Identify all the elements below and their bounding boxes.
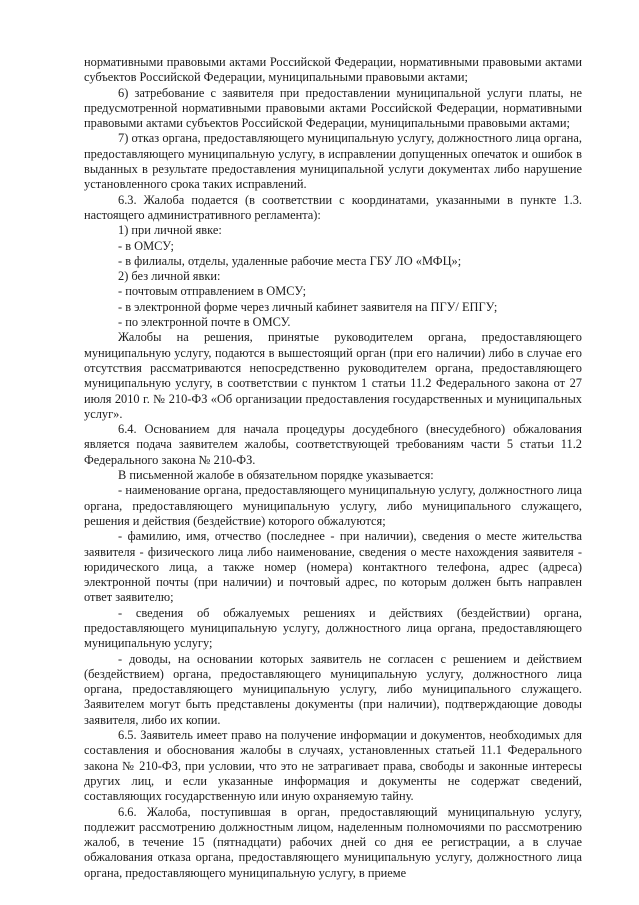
paragraph-written-complaint: В письменной жалобе в обязательном порядке указывается: xyxy=(118,468,434,483)
list-item-electronic: - в электронной форме через личный кабинет заявителя на ПГУ/ ЕПГУ; xyxy=(118,299,498,314)
list-item-applicant-info: - фамилию, имя, отчество (последнее - при наличии), сведения о месте жительства заявителя - физического лица либо наименование, сведения о месте нахождения заявителя - юридического лица, а также номер (номера) контактного телефона, адрес (адреса) электронной почты (при наличии) и почтовый адрес, по которым должен быть направлен ответ заявителю; xyxy=(84,529,582,605)
list-item-appealed-decisions: - сведения об обжалуемых решениях и действиях (бездействии) органа, предоставляющего муниципальную услугу, должностного лица органа, предоставляющего муниципальную услугу; xyxy=(84,605,582,651)
paragraph-item-6: 6) затребование с заявителя при предоставлении муниципальной услуги платы, не предусмотренной нормативными правовыми актами Российской Федерации, нормативными правовыми актами субъектов Российской Федерации, муниципальными правовыми актами; xyxy=(84,85,582,131)
list-item-mfc: - в филиалы, отделы, удаленные рабочие места ГБУ ЛО «МФЦ»; xyxy=(118,253,462,268)
paragraph-complaints-head: Жалобы на решения, принятые руководителем органа, предоставляющего муниципальную услугу, подаются в вышестоящий орган (при его наличии) либо в случае его отсутствия рассматриваются непосредственно руководителем органа, предоставляющего муниципальную услугу, в соответствии с пунктом 1 статьи 11.2 Федерального закона от 27 июля 2010 г. № 210-ФЗ «Об организации предоставления государственных и муниципальных услуг». xyxy=(84,330,582,421)
list-item-remote: 2) без личной явки: xyxy=(118,269,221,284)
list-item-arguments: - доводы, на основании которых заявитель не согласен с решением и действием (бездействием) органа, предоставляющего муниципальную услугу, должностного лица органа, предоставляющего муниципальную услугу, либо муниципального служащего. Заявителем могут быть представлены документы (при наличии), подтверждающие доводы заявителя, либо их копии. xyxy=(84,651,582,727)
paragraph-6-5: 6.5. Заявитель имеет право на получение информации и документов, необходимых для составления и обоснования жалобы в случаях, установленных статьей 11.1 Федерального закона № 210-ФЗ, при условии, что это не затрагивает права, свободы и законные интересы других лиц, и если указанные информация и документы не содержат сведений, составляющих государственную или иную охраняемую тайну. xyxy=(84,728,582,804)
list-item-post: - почтовым отправлением в ОМСУ; xyxy=(118,284,307,299)
list-item-omsu: - в ОМСУ; xyxy=(118,238,174,253)
list-item-email: - по электронной почте в ОМСУ. xyxy=(118,315,291,330)
list-item-in-person: 1) при личной явке: xyxy=(118,223,222,238)
paragraph-6-4: 6.4. Основанием для начала процедуры досудебного (внесудебного) обжалования является подача заявителем жалобы, соответствующей требованиям части 5 статьи 11.2 Федерального закона № 210-ФЗ. xyxy=(84,422,582,467)
list-item-organ-name: - наименование органа, предоставляющего муниципальную услугу, должностного лица органа, предоставляющего муниципальную услугу, либо муниципального служащего, решения и действия (бездействие) которого обжалуются; xyxy=(84,483,582,528)
paragraph-6-3: 6.3. Жалоба подается (в соответствии с координатами, указанными в пункте 1.3. настоящего административного регламента): xyxy=(84,192,582,222)
paragraph-item-7: 7) отказ органа, предоставляющего муниципальную услугу, должностного лица органа, предоставляющего муниципальную услугу, в исправлении допущенных опечаток и ошибок в выданных в результате предоставления муниципальной услуги документах либо нарушение установленного срока таких исправлений. xyxy=(84,131,582,192)
paragraph-6-6: 6.6. Жалоба, поступившая в орган, предоставляющий муниципальную услугу, подлежит рассмотрению должностным лицом, наделенным полномочиями по рассмотрению жалоб, в течение 15 (пятнадцати) рабочих дней со дня ее регистрации, а в случае обжалования отказа органа, предоставляющего муниципальную услугу, должностного лица органа, предоставляющего муниципальную услугу, в приеме xyxy=(84,804,582,880)
paragraph-1-continuation: нормативными правовыми актами Российской Федерации, нормативными правовыми актами субъектов Российской Федерации, муниципальными правовыми актами; xyxy=(84,55,582,85)
